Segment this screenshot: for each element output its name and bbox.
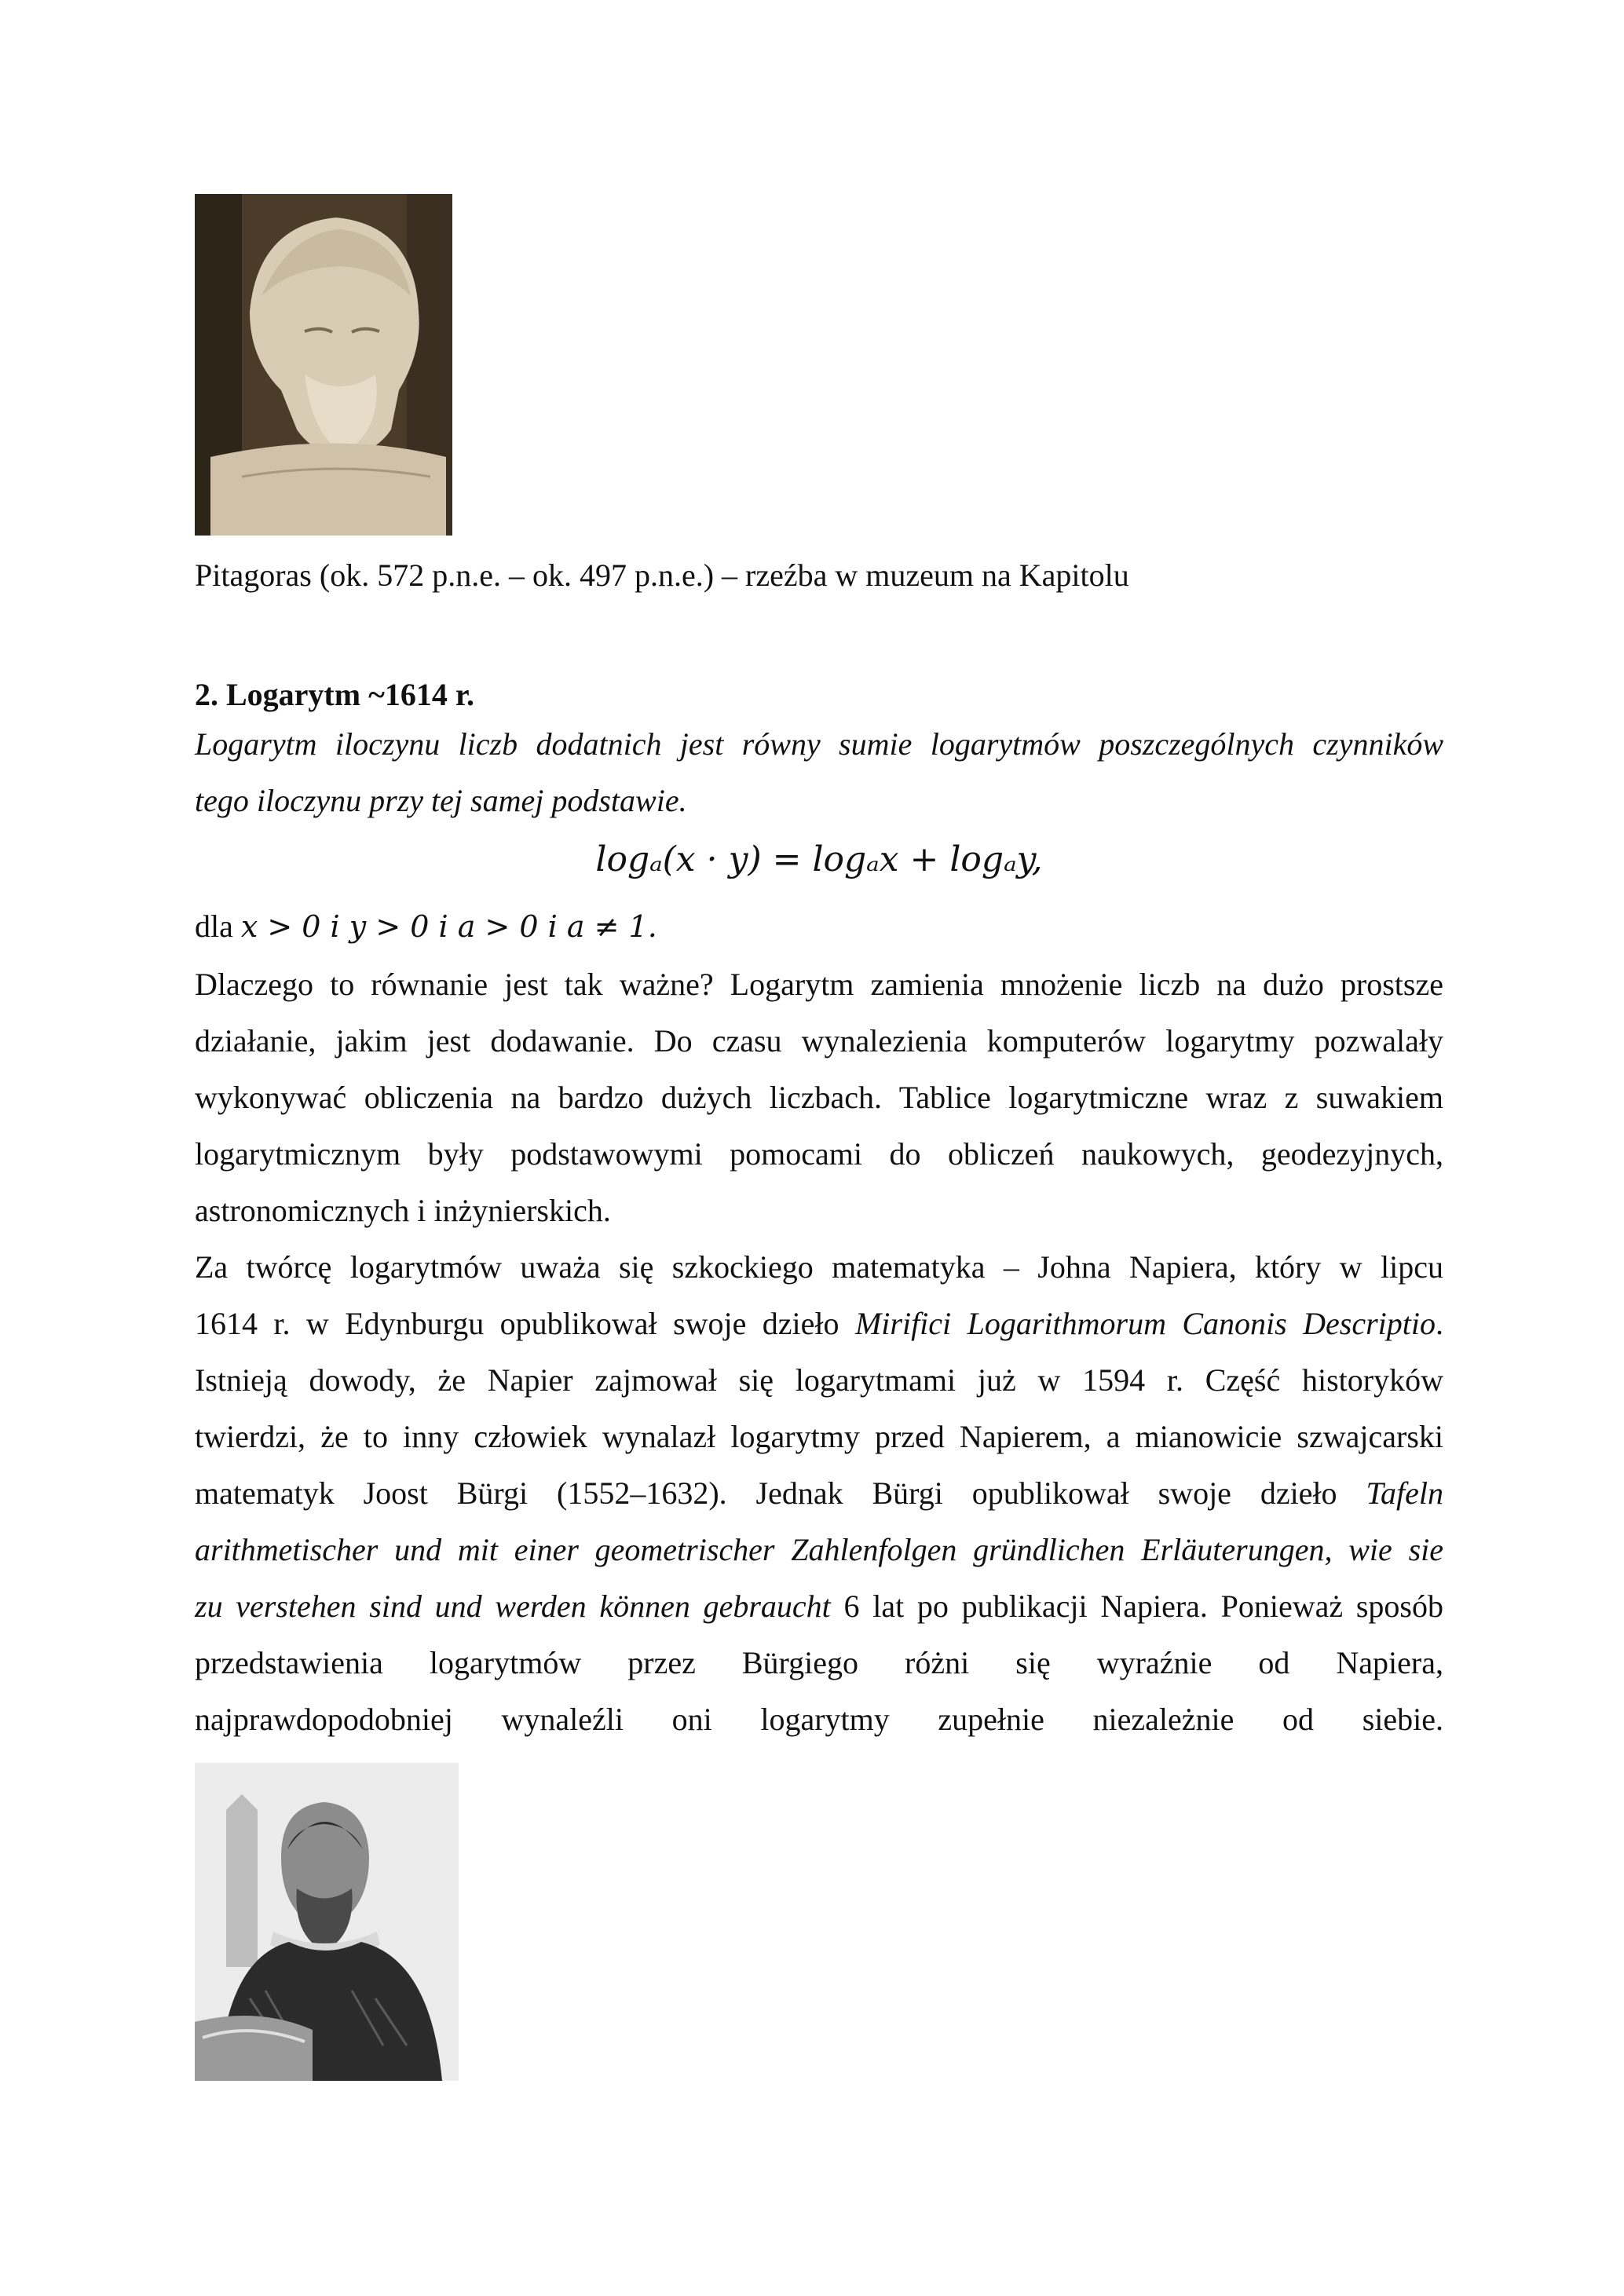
- paragraph-line: Dlaczego to równanie jest tak ważne? Logarytm zamienia mnożenie liczb na dużo prostsze: [195, 967, 1443, 1002]
- paragraph-line: Za twórcę logarytmów uważa się szkockiego matematyka – Johna Napiera, który w lipcu: [195, 1249, 1443, 1285]
- section-heading: 2. Logarytm ~1614 r.: [195, 677, 474, 712]
- paragraph-line: [195, 1296, 1443, 1352]
- paragraph-line: przedstawienia logarytmów przez Bürgiego różni się wyraźnie od Napiera,: [195, 1645, 1443, 1680]
- paragraph-line: astronomicznych i inżynierskich.: [195, 1193, 611, 1228]
- book-title-burgi-continued: arithmetischer und mit einer geometrischer Zahlenfolgen gründlichen Erläuterungen, wie sie: [195, 1532, 1443, 1567]
- formula-conditions: [195, 901, 657, 952]
- paragraph-line: działanie, jakim jest dodawanie. Do czasu wynalezienia komputerów logarytmy pozwalały: [195, 1023, 1443, 1058]
- text-run: matematyk Joost Bürgi (1552–1632). Jednak Bürgi opublikował swoje dzieło: [195, 1475, 1366, 1511]
- marble-bust-photo-icon: [195, 194, 452, 536]
- logarithm-formula: logₐ(x · y) = logₐx + logₐy,: [595, 839, 1043, 879]
- pythagoras-bust-image: [195, 194, 452, 536]
- paragraph-history: [195, 1239, 1443, 1748]
- theorem-line: tego iloczynu przy tej samej podstawie.: [195, 783, 687, 818]
- paragraph-line: najprawdopodobniej wynaleźli oni logarytmy zupełnie niezależnie od siebie.: [195, 1702, 1443, 1737]
- paragraph-line: [195, 1578, 1443, 1635]
- conditions-prefix: dla: [195, 909, 233, 944]
- theorem-line: Logarytm iloczynu liczb dodatnich jest równy sumie logarytmów poszczególnych czynników: [195, 726, 1443, 762]
- text-run: .: [1436, 1306, 1443, 1341]
- text-run: 1614 r. w Edynburgu opublikował swoje dzieło: [195, 1306, 855, 1341]
- book-title-burgi-end: zu verstehen sind und werden können gebraucht: [195, 1589, 831, 1624]
- theorem-statement: [195, 716, 1443, 829]
- paragraph-line: logarytmicznym były podstawowymi pomocami do obliczeń naukowych, geodezyjnych,: [195, 1136, 1443, 1172]
- paragraph-line: wykonywać obliczenia na bardzo dużych liczbach. Tablice logarytmiczne wraz z suwakiem: [195, 1080, 1443, 1115]
- book-title-burgi: Tafeln: [1366, 1475, 1443, 1511]
- paragraph-line: [195, 1465, 1443, 1522]
- book-title-napier: Mirifici Logarithmorum Canonis Descriptio: [854, 1306, 1436, 1341]
- paragraph-line: twierdzi, że to inny człowiek wynalazł logarytmy przed Napierem, a mianowicie szwajcarski: [195, 1419, 1443, 1454]
- text-run: 6 lat po publikacji Napiera. Ponieważ sposób: [830, 1589, 1443, 1624]
- engraved-portrait-icon: [195, 1763, 459, 2081]
- paragraph-line: Istnieją dowody, że Napier zajmował się logarytmami już w 1594 r. Część historyków: [195, 1362, 1443, 1398]
- paragraph-importance: [195, 956, 1443, 1239]
- conditions-math: x > 0 i y > 0 i a > 0 i a ≠ 1.: [240, 909, 657, 944]
- image-caption: Pitagoras (ok. 572 p.n.e. – ok. 497 p.n.e.) – rzeźba w muzeum na Kapitolu: [195, 558, 1129, 593]
- napier-portrait-image: [195, 1763, 459, 2081]
